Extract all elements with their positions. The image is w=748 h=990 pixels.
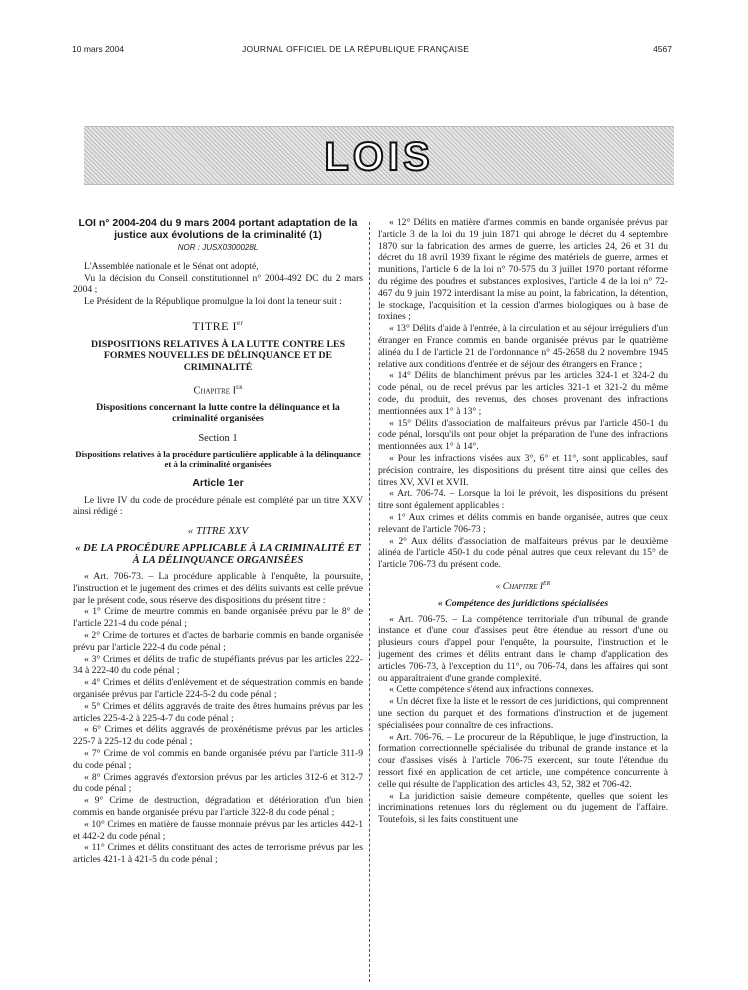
paragraph: « Art. 706-76. – Le procureur de la République, le juge d'instruction, la formation correctionnelle spécialisée du tribunal de grande instance et la cour d'assises visés à l'article 706-75 exercent, sur toute l'étendue du ressort fixé en application de cet article, une compétence concurrente à celle qui résulte de l'application des articles 43, 52, 382 et 706-42. bbox=[378, 731, 668, 790]
chapitre-superscript-right: er bbox=[543, 577, 551, 587]
paragraph: « 14° Délits de blanchiment prévus par les articles 324-1 et 324-2 du code pénal, ou de recel prévus par les articles 321-1 et 321-2 du même code, du produit, des revenus, des choses provenant des infractions mentionnées aux 1° à 13° ; bbox=[378, 370, 668, 417]
paragraph: « Un décret fixe la liste et le ressort de ces juridictions, qui comprennent une section du parquet et des formations d'instruction et de jugement spécialisées pour connaître de ces infractions. bbox=[378, 696, 668, 731]
chapitre-heading bbox=[73, 382, 363, 397]
chapitre-text-right: « Compétence des juridictions spécialisées bbox=[437, 597, 609, 609]
preamble-line: Le Président de la République promulgue la loi dont la teneur suit : bbox=[84, 296, 342, 308]
chapitre-heading-right bbox=[378, 577, 668, 594]
titre-xxv: « TITRE XXV bbox=[187, 525, 249, 538]
paragraph: « Art. 706-74. – Lorsque la loi le prévoit, les dispositions du présent titre sont également applicables : bbox=[378, 488, 668, 512]
page-header bbox=[72, 44, 672, 58]
chapitre-text: Dispositions concernant la lutte contre la délinquance et la criminalité organisées bbox=[96, 401, 340, 425]
paragraph: « Art. 706-73. – La procédure applicable à l'enquête, la poursuite, l'instruction et le jugement des crimes et des délits suivants est celle prévue par le présent code, sous réserve des dispositions du présent titre : bbox=[73, 571, 363, 606]
section-banner bbox=[84, 126, 674, 185]
paragraph: « 9° Crime de destruction, dégradation et détérioration d'un bien commis en bande organisée prévu par l'article 322-8 du code pénal ; bbox=[73, 795, 363, 818]
paragraph: « 1° Crime de meurtre commis en bande organisée prévu par le 8° de l'article 221-4 du code pénal ; bbox=[73, 606, 363, 630]
paragraph: « 5° Crimes et délits aggravés de traite des êtres humains prévus par les articles 225-4-2 à 225-4-7 du code pénal ; bbox=[73, 700, 363, 724]
paragraph: « Art. 706-75. – La compétence territoriale d'un tribunal de grande instance et d'une cour d'assises peut être étendue au ressort d'une ou plusieurs cours d'appel pour l'enquête, la poursuite, l'instruction et le jugement des crimes et délits entrant dans le champ d'application des articles 706-73, à l'exception du 11°, ou 706-74, dans les affaires qui sont ou apparaîtraient d'une grande complexité. bbox=[378, 613, 668, 684]
paragraph: « Pour les infractions visées aux 3°, 6° et 11°, sont applicables, sauf précision contraire, les dispositions du présent titre ainsi que celles des titres XV, XVI et XVII. bbox=[378, 452, 668, 488]
paragraph: « 10° Crimes en matière de fausse monnaie prévus par les articles 442-1 et 442-2 du code pénal ; bbox=[73, 818, 363, 842]
preamble-line: L'Assemblée nationale et le Sénat ont adopté, bbox=[84, 260, 259, 272]
titre-heading bbox=[73, 318, 363, 333]
paragraphs-group-b bbox=[378, 614, 668, 826]
paragraph: « 2° Aux délits d'association de malfaiteurs prévus par le deuxième alinéa de l'article 450-1 du code pénal autres que ceux relevant du 15° de l'article 706-73 du présent code. bbox=[378, 535, 668, 571]
paragraphs-group-a bbox=[378, 217, 668, 571]
chapitre-number: Chapitre I bbox=[193, 385, 237, 397]
page-number: 4567 bbox=[653, 44, 672, 54]
column-divider bbox=[369, 222, 370, 982]
chapitre-superscript: er bbox=[236, 382, 243, 391]
article-intro: Le livre IV du code de procédure pénale est complété par un titre XXV ainsi rédigé : bbox=[73, 494, 363, 518]
paragraph: « 7° Crime de vol commis en bande organisée prévu par l'article 311-9 du code pénal ; bbox=[73, 747, 363, 771]
paragraph: « 3° Crimes et délits de trafic de stupéfiants prévus par les articles 222-34 à 222-40 du code pénal ; bbox=[73, 653, 363, 677]
paragraph: « 8° Crimes aggravés d'extorsion prévus par les articles 312-6 et 312-7 du code pénal ; bbox=[73, 771, 363, 795]
left-column bbox=[73, 217, 363, 866]
paragraph: « 2° Crime de tortures et d'actes de barbarie commis en bande organisée prévu par l'article 222-4 du code pénal ; bbox=[73, 630, 363, 653]
paragraph: « 4° Crimes et délits d'enlèvement et de séquestration commis en bande organisée prévus par l'article 224-5-2 du code pénal ; bbox=[73, 677, 363, 700]
section-text: Dispositions relatives à la procédure particulière applicable à la délinquance et à la criminalité organisées bbox=[75, 448, 361, 470]
paragraph: « 15° Délits d'association de malfaiteurs prévus par l'article 450-1 du code pénal, lorsqu'ils ont pour objet la préparation de l'une des infractions mentionnées aux 1° à 14°. bbox=[378, 417, 668, 453]
titre-number: TITRE I bbox=[192, 318, 238, 333]
preamble bbox=[73, 261, 363, 308]
chapitre-number-right: « Chapitre I bbox=[495, 582, 544, 593]
law-title: LOI n° 2004-204 du 9 mars 2004 portant adaptation de la justice aux évolutions de la criminalité (1) bbox=[78, 217, 358, 241]
nor-reference: NOR : JUSX0300028L bbox=[177, 243, 259, 252]
section-heading: Section 1 bbox=[198, 433, 238, 445]
article-paragraphs bbox=[73, 571, 363, 866]
titre-xxv-heading: « DE LA PROCÉDURE APPLICABLE À LA CRIMINALITÉ ET À LA DÉLINQUANCE ORGANISÉES bbox=[75, 543, 361, 567]
paragraph: « La juridiction saisie demeure compétente, quelles que soient les incriminations retenues lors du règlement ou du jugement de l'affaire. Toutefois, si les faits constituent une bbox=[378, 790, 668, 826]
journal-title: JOURNAL OFFICIEL DE LA RÉPUBLIQUE FRANÇAISE bbox=[242, 44, 470, 54]
paragraph: « 6° Crimes et délits aggravés de proxénétisme prévus par les articles 225-7 à 225-12 du code pénal ; bbox=[73, 724, 363, 748]
paragraph: « 12° Délits en matière d'armes commis en bande organisée prévus par l'article 3 de la loi du 19 juin 1871 qui abroge le décret du 4 septembre 1870 sur la fabrication des armes de guerre, les articles 24, 26 et 31 du décret du 18 avril 1939 fixant le régime des matériels de guerre, armes et munitions, l'article 6 de la loi n° 70-575 du 3 juillet 1970 portant réforme du régime des poudres et substances explosives, l'article 4 de la loi n° 72-467 du 9 juin 1972 interdisant la mise au point, la fabrication, la détention, le stockage, l'acquisition et la cession d'armes biologiques ou à base de toxines ; bbox=[378, 217, 668, 323]
banner-label: LOIS bbox=[324, 135, 434, 179]
right-column bbox=[378, 217, 668, 826]
paragraph: « 1° Aux crimes et délits commis en bande organisée, autres que ceux relevant de l'article 706-73 ; bbox=[378, 511, 668, 535]
article-heading: Article 1er bbox=[192, 476, 244, 489]
paragraph: « 13° Délits d'aide à l'entrée, à la circulation et au séjour irréguliers d'un étranger en France commis en bande organisée prévus par le quatrième alinéa du I de l'article 21 de l'ordonnance n° 45-2658 du 2 novembre 1945 relative aux conditions d'entrée et de séjour des étrangers en France ; bbox=[378, 323, 668, 370]
preamble-line: Vu la décision du Conseil constitutionnel n° 2004-492 DC du 2 mars 2004 ; bbox=[73, 272, 363, 296]
header-date: 10 mars 2004 bbox=[72, 44, 124, 54]
titre-text: DISPOSITIONS RELATIVES À LA LUTTE CONTRE LES FORMES NOUVELLES DE DÉLINQUANCE ET DE CRIMINALITÉ bbox=[90, 338, 346, 373]
paragraph: « Cette compétence s'étend aux infractions connexes. bbox=[389, 684, 594, 696]
paragraph: « 11° Crimes et délits constituant des actes de terrorisme prévus par les articles 421-1 à 421-5 du code pénal ; bbox=[73, 842, 363, 866]
titre-superscript: er bbox=[237, 318, 244, 327]
